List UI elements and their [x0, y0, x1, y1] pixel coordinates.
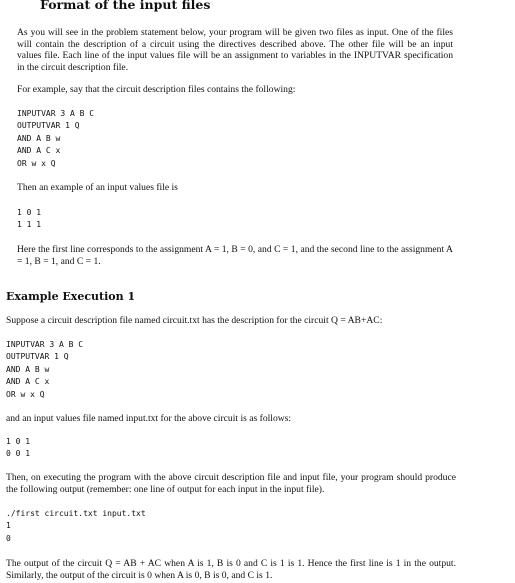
section-title-input-format: Format of the input files: [40, 0, 211, 12]
code-line: OR w x Q: [17, 158, 56, 168]
output-line: 0: [6, 533, 11, 543]
format-intro-paragraph: As you will see in the problem statement below, your program will be given two files as input. One of the files will contain the description of a circuit using the directives described above. The other file will be an input values file. Each line of the input values file will be an assignment to variables in the INPUTVAR specification in the circuit description file.: [17, 27, 453, 73]
example-conclusion-paragraph: The output of the circuit Q = AB + AC when A is 1, B is 0 and C is 1 is 1. Hence the first line is 1 in the output. Similarly, the output of the circuit is 0 when A is 0, B is 0, and C is 1.: [6, 558, 456, 581]
example-values-lead: and an input values file named input.txt for the above circuit is as follows:: [6, 413, 292, 424]
code-line: INPUTVAR 3 A B C: [17, 109, 95, 118]
example-circuit-code-block: [6, 339, 83, 401]
format-explanation-paragraph: Here the first line corresponds to the assignment A = 1, B = 0, and C = 1, and the second line to the assignment A = 1, B = 1, and C = 1.: [17, 244, 453, 267]
code-line: 1 0 1: [17, 208, 42, 217]
code-line: AND A C x: [17, 146, 61, 156]
code-line: 0 0 1: [6, 449, 31, 459]
code-line: 1 0 1: [6, 437, 31, 446]
format-values-code-block: [17, 207, 41, 232]
code-line: OUTPUTVAR 1 Q: [6, 352, 69, 362]
example-execution-paragraph: Then, on executing the program with the above circuit description file and input file, your program should produce the following output (remember: one line of output for each input in the input file).: [6, 472, 456, 495]
output-line: 1: [6, 521, 11, 531]
format-example-lead: For example, say that the circuit description files contains the following:: [17, 84, 296, 95]
example-intro-paragraph: Suppose a circuit description file named circuit.txt has the description for the circuit Q = AB+AC:: [6, 315, 383, 326]
example-command-output-block: [6, 508, 146, 545]
format-values-lead: Then an example of an input values file is: [17, 182, 178, 193]
section-title-example-execution: Example Execution 1: [6, 290, 136, 303]
code-line: AND A B w: [6, 364, 50, 374]
code-line: INPUTVAR 3 A B C: [6, 340, 84, 349]
code-line: OR w x Q: [6, 389, 45, 399]
format-circuit-code-block: [17, 108, 94, 170]
code-line: OUTPUTVAR 1 Q: [17, 121, 80, 131]
code-line: AND A B w: [17, 133, 61, 143]
code-line: 1 1 1: [17, 220, 42, 230]
example-values-code-block: [6, 436, 30, 461]
code-line: AND A C x: [6, 377, 50, 387]
command-line: ./first circuit.txt input.txt: [6, 509, 146, 518]
